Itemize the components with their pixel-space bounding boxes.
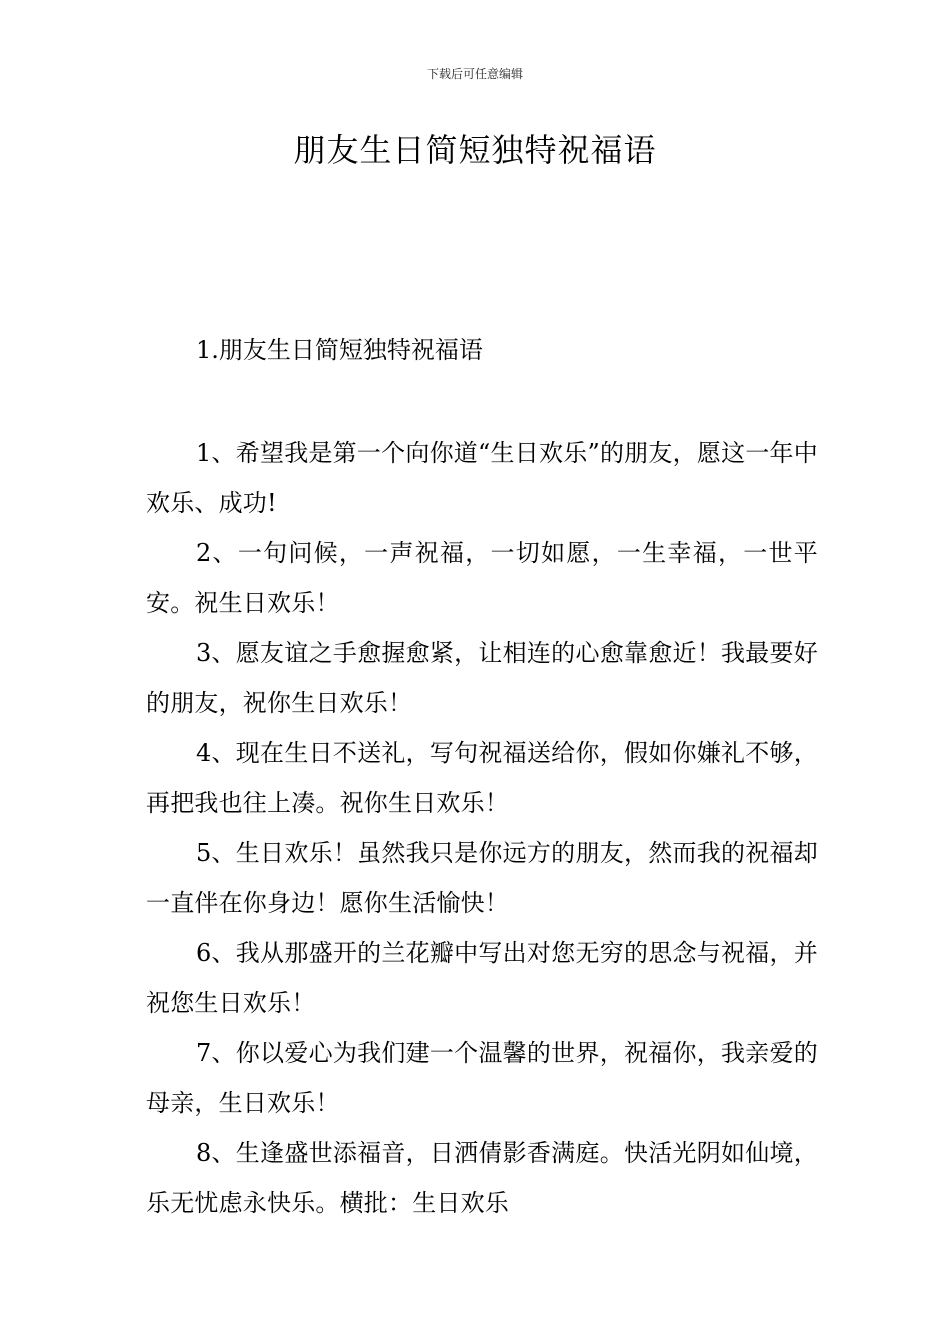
wish-item: 5、生日欢乐！虽然我只是你远方的朋友，然而我的祝福却一直伴在你身边！愿你生活愉快！	[146, 839, 818, 917]
wish-item: 8、生逢盛世添福音，日洒倩影香满庭。快活光阴如仙境，乐无忧虑永快乐。横批：生日欢乐	[146, 1139, 818, 1217]
wish-list	[146, 428, 818, 1228]
wish-item: 6、我从那盛开的兰花瓣中写出对您无穷的思念与祝福，并祝您生日欢乐！	[146, 939, 818, 1017]
wish-item: 4、现在生日不送礼，写句祝福送给你，假如你嫌礼不够，再把我也往上凑。祝你生日欢乐！	[146, 739, 818, 817]
wish-item: 3、愿友谊之手愈握愈紧，让相连的心愈靠愈近！我最要好的朋友，祝你生日欢乐！	[146, 639, 818, 717]
header-note: 下载后可任意编辑	[426, 67, 523, 81]
wish-item: 1、希望我是第一个向你道“生日欢乐”的朋友，愿这一年中欢乐、成功!	[146, 439, 818, 517]
wish-item: 7、你以爱心为我们建一个温馨的世界，祝福你，我亲爱的母亲，生日欢乐！	[146, 1039, 818, 1117]
document-title: 朋友生日简短独特祝福语	[293, 131, 657, 169]
section-heading: 1.朋友生日简短独特祝福语	[196, 336, 483, 364]
wish-item: 2、一句问候，一声祝福，一切如愿，一生幸福，一世平安。祝生日欢乐！	[146, 539, 818, 617]
